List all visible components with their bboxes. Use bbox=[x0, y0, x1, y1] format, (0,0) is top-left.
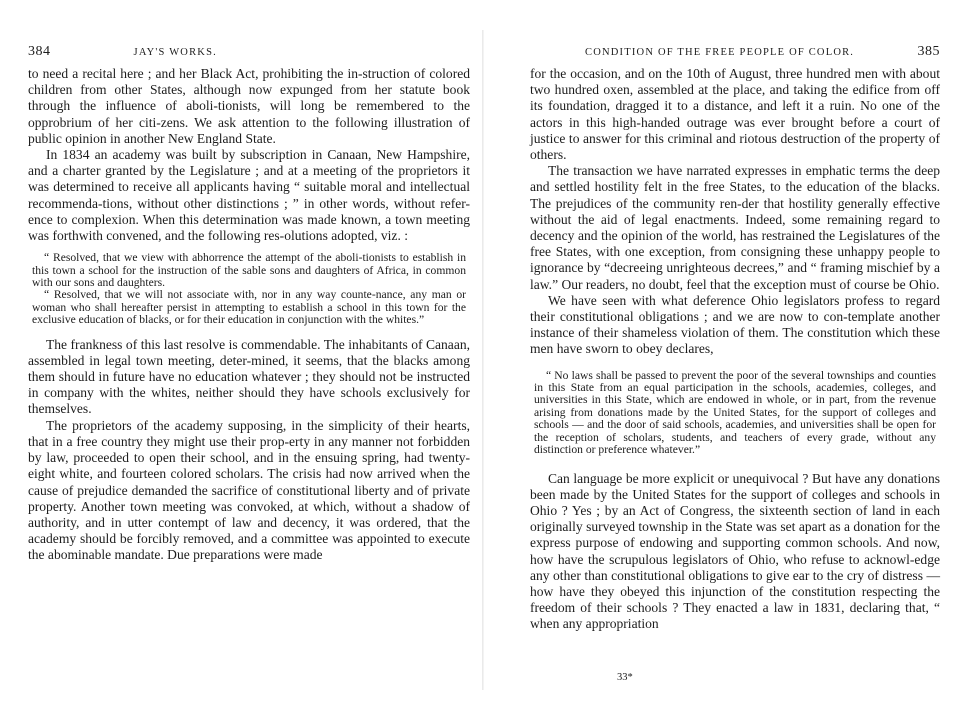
right-page-number: 385 bbox=[917, 44, 940, 59]
constitution-quote bbox=[534, 370, 936, 457]
quote-paragraph: “ Resolved, that we will not associate with, nor in any way counte-nance, any man or woman who shall hereafter persist in attempting to establish a school in this town for the exclusive education of blacks, or for their education in conjunction with the whites.” bbox=[32, 288, 466, 327]
paragraph: The frankness of this last resolve is commendable. The inhabitants of Canaan, assembled in legal town meeting, deter-mined, it seems, that the blacks among them should in future have no education whatever ; they should not be instructed in company with the whites, neither should they have schools exclusively for themselves. bbox=[28, 336, 470, 417]
left-page-number: 384 bbox=[28, 44, 51, 59]
right-page bbox=[490, 0, 980, 709]
left-page-header bbox=[28, 44, 470, 60]
left-body-text bbox=[28, 66, 470, 244]
quote-paragraph: “ No laws shall be passed to prevent the poor of the several townships and counties in this State from an equal participation in the schools, academies, colleges, and universities in this State, which are endowed in whole, or in part, from the revenue arising from donations made by the United States, for the support of colleges and schools — and the door of said schools, academies, and universities shall be open for the reception of scholars, students, and teachers of every grade, without any distinction or preference whatever.” bbox=[534, 368, 936, 457]
paragraph: Can language be more explicit or unequivocal ? But have any donations been made by the United States for the support of colleges and schools in Ohio ? Yes ; by an Act of Congress, the sixteenth section of land in each originally surveyed township in the State was set apart as a donation for the express purpose of endowing and supporting common schools. And now, how have the scrupulous legislators of Ohio, who refuse to acknowl-edge any other than constitutional obligations to give ear to the cry of distress — how have they obeyed this injunction of the constitution respecting the freedom of their schools ? They enacted a law in 1831, declaring that, “ when any appropriation bbox=[530, 470, 940, 632]
paragraph: We have seen with what deference Ohio legislators profess to regard their constitutional obligations ; and we are now to con-template another instance of their shameless violation of them. The constitution which these men have sworn to obey declares, bbox=[530, 292, 940, 357]
left-running-head: JAY'S WORKS. bbox=[133, 47, 217, 58]
book-gutter bbox=[482, 30, 484, 690]
paragraph: for the occasion, and on the 10th of August, three hundred men with about two hundred oxen, assembled at the place, and taking the edifice from off its foundation, dragged it to a distance, and left it a ruin. No one of the actors in this high-handed outrage was ever brought before a court of justice to answer for this criminal and riotous destruction of the property of others. bbox=[530, 66, 940, 163]
paragraph: The proprietors of the academy supposing, in the simplicity of their hearts, that in a free country they might use their prop-erty in any manner not forbidden by law, proceeded to open their school, and in the ensuing spring, had twenty-eight white, and fourteen colored scholars. The crisis had now arrived when the cause of prejudice demanded the sacrifice of constitutional liberty and of private property. Another town meeting was convoked, at which, without a shadow of authority, and in utter contempt of law and decency, it was ordered, that the academy should be forcibly removed, and a committee was appointed to execute the abominable mandate. Due preparations were made bbox=[28, 417, 470, 563]
right-body-text bbox=[530, 66, 940, 358]
right-body-text-2 bbox=[530, 471, 940, 633]
resolutions-quote bbox=[32, 252, 466, 326]
paragraph: In 1834 an academy was built by subscription in Canaan, New Hampshire, and a charter granted by the Legislature ; and at a meeting of the proprietors it was determined to receive all applicants having “ suitable moral and intellectual recommenda-tions, without other distinctions ; ” in other words, without refer-ence to complexion. When this determination was made known, a town meeting was forthwith convened, and the following res-olutions adopted, viz. : bbox=[28, 147, 470, 244]
paragraph: The transaction we have narrated expresses in emphatic terms the deep and settled hostility felt in the free States, to the education of the blacks. The prejudices of the community ren-der that hostility generally effective without the aid of legal enactments. Indeed, some remaining regard to decency and the opinion of the world, has restrained the Legislatures of the free States, with one exception, from consigning these unhappy people to ignorance by “decreeing unrighteous decrees,” and “ framing mischief by a law.” Our readers, no doubt, feel that the exception must of course be Ohio. bbox=[530, 163, 940, 292]
signature-mark: 33* bbox=[617, 672, 633, 683]
paragraph: to need a recital here ; and her Black Act, prohibiting the in-struction of colored children from other States, although now expunged from her statute book through the influence of aboli-tionists, will long be remembered to the opprobrium of her citi-zens. We ask attention to the following illustration of public opinion in another New England State. bbox=[28, 66, 470, 146]
left-page bbox=[0, 0, 480, 709]
quote-paragraph: “ Resolved, that we view with abhorrence the attempt of the aboli-tionists to establish in this town a school for the instruction of the sable sons and daughters of Africa, in common with our sons and daughters. bbox=[32, 251, 466, 290]
right-page-header bbox=[530, 44, 940, 60]
right-running-head: CONDITION OF THE FREE PEOPLE OF COLOR. bbox=[585, 47, 855, 58]
left-body-text-2 bbox=[28, 337, 470, 564]
